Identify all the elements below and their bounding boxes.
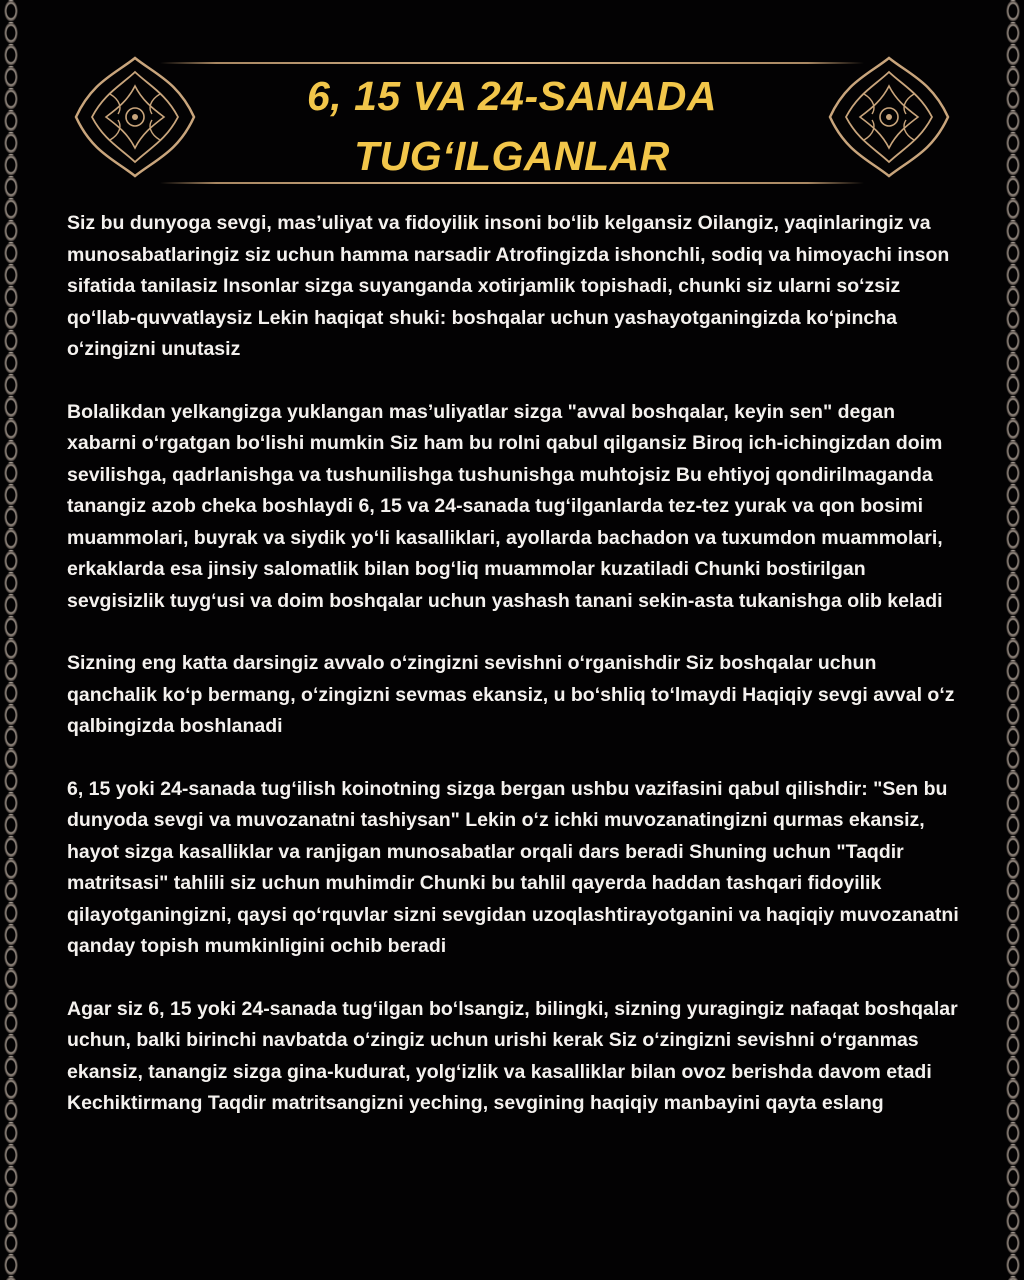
paragraph-5: Agar siz 6, 15 yoki 24-sanada tug‘ilgan bo‘lsangiz, bilingki, sizning yuragingiz nafaqat boshqalar uchun, balki birinchi navbatda o‘zingiz uchun urishi kerak Siz o‘zingizni sevishni o‘rganmas ekansiz, tanangiz sizga gina-kudurat, yolg‘izlik va kasalliklar bilan ovoz berishda davom etadi Kechiktirmang Taqdir matritsangizni yeching, sevgining haqiqiy manbayini qayta eslang	[67, 997, 958, 1114]
chain-border-left	[0, 0, 22, 1280]
header-divider-top	[160, 62, 864, 64]
page-title	[210, 66, 814, 186]
paragraph-2: Bolalikdan yelkangizga yuklangan mas’uliyatlar sizga "avval boshqalar, keyin sen" degan xabarni o‘rgatgan bo‘lishi mumkin Siz ham bu rolni qabul qilgansiz Biroq ich-ichingizdan doim sevilishga, qadrlanishga va tushunilishga tushunishga muhtojsiz Bu ehtiyoj qondirilmaganda tanangiz azob cheka boshlaydi 6, 15 va 24-sanada tug‘ilganlarda tez-tez yurak va qon bosimi muammolari, buyrak va siydik yo‘li kasalliklari, ayollarda bachadon va tuxumdon muammolari, erkaklarda esa jinsiy salomatlik bilan bog‘liq muammolar kuzatiladi Chunki bostirilgan sevgisizlik tuyg‘usi va doim boshqalar uchun yashash tanani sekin-asta tukanishga olib keladi	[67, 400, 943, 612]
title-line-1: 6, 15 VA 24-SANADA	[306, 73, 717, 119]
paragraph-3: Sizning eng katta darsingiz avvalo o‘zingizni sevishni o‘rganishdir Siz boshqalar uchun qanchalik ko‘p bermang, o‘zingizni sevmas ekansiz, u bo‘shliq to‘lmaydi Haqiqiy sevgi avval o‘z qalbingizda boshlanadi	[67, 652, 955, 737]
paragraph-1: Siz bu dunyoga sevgi, mas’uliyat va fidoyilik insoni bo‘lib kelgansiz Oilangiz, yaqinlaringiz va munosabatlaringiz siz uchun hamma narsadir Atrofingizda ishonchli, sodiq va himoyachi inson sifatida tanilasiz Insonlar sizga suyanganda xotirjamlik topishadi, chunki siz ularni so‘zsiz qo‘llab-quvvatlaysiz Lekin haqiqat shuki: boshqalar uchun yashayotganingizda ko‘pincha o‘zingizni unutasiz	[67, 212, 950, 360]
persian-medallion-icon	[70, 52, 200, 182]
article-body	[67, 208, 967, 1151]
paragraph-4: 6, 15 yoki 24-sanada tug‘ilish koinotning sizga bergan ushbu vazifasini qabul qilishdir: "Sen bu dunyoda sevgi va muvozanatni tashiysan" Lekin o‘z ichki muvozanatingizni qurmas ekansiz, hayot sizga kasalliklar va ranjigan munosabatlar orqali dars beradi Shuning uchun "Taqdir matritsasi" tahlili siz uchun muhimdir Chunki bu tahlil qayerda haddan tashqari fidoyilik qilayotganingizni, qaysi qo‘rquvlar sizni sevgidan uzoqlashtirayotganini va haqiqiy muvozanatni qanday topish mumkinligini ochib beradi	[67, 777, 959, 957]
persian-medallion-icon	[824, 52, 954, 182]
header-banner	[60, 40, 964, 210]
title-line-2: TUG‘ILGANLAR	[354, 133, 670, 179]
chain-border-right	[1002, 0, 1024, 1280]
